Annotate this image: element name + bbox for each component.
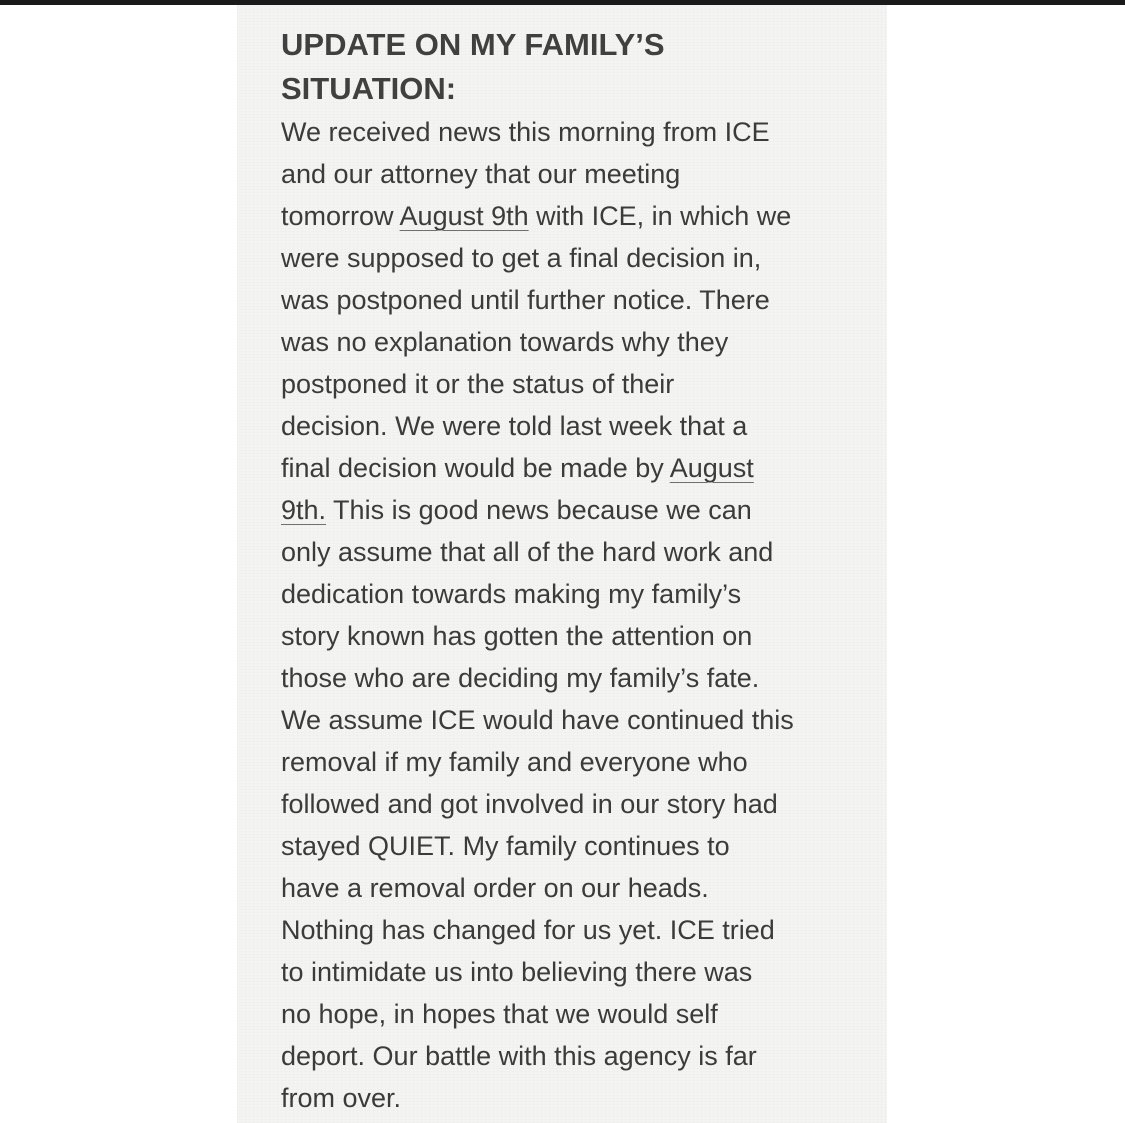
body-text: tomorrow [281, 201, 400, 231]
body-line: to intimidate us into believing there was [281, 957, 753, 987]
body-line: deport. Our battle with this agency is far [281, 1041, 757, 1071]
body-line: Nothing has changed for us yet. ICE tried [281, 915, 775, 945]
body-line: story known has gotten the attention on [281, 621, 753, 651]
body-line: dedication towards making my family’s [281, 579, 742, 609]
note-title [281, 23, 851, 111]
body-line [281, 489, 851, 531]
body-line: have a removal order on our heads. [281, 873, 709, 903]
body-text: final decision would be made by [281, 453, 670, 483]
body-line: We received news this morning from ICE [281, 117, 770, 147]
body-line: were supposed to get a final decision in, [281, 243, 762, 273]
body-line: from over. [281, 1083, 402, 1113]
body-line: We assume ICE would have continued this [281, 705, 794, 735]
body-line: stayed QUIET. My family continues to [281, 831, 730, 861]
body-line: and our attorney that our meeting [281, 159, 681, 189]
body-line: decision. We were told last week that a [281, 411, 748, 441]
body-line: only assume that all of the hard work and [281, 537, 774, 567]
body-line: was postponed until further notice. There [281, 285, 770, 315]
note-panel [237, 5, 887, 1123]
note-body [281, 111, 851, 1119]
date-link-august[interactable]: August [669, 453, 754, 483]
body-line: removal if my family and everyone who [281, 747, 748, 777]
body-line: followed and got involved in our story had [281, 789, 778, 819]
body-line [281, 195, 851, 237]
date-link-9th[interactable]: 9th. [281, 495, 327, 525]
title-line: SITUATION: [281, 71, 457, 106]
note-content [281, 23, 851, 1119]
body-line: postponed it or the status of their [281, 369, 675, 399]
body-line: no hope, in hopes that we would self [281, 999, 718, 1029]
body-text: This is good news because we can [326, 495, 752, 525]
body-text: with ICE, in which we [528, 201, 792, 231]
body-line: those who are deciding my family’s fate. [281, 663, 760, 693]
body-line: was no explanation towards why they [281, 327, 729, 357]
date-link-august-9th[interactable]: August 9th [399, 201, 529, 231]
body-line [281, 447, 851, 489]
title-line: UPDATE ON MY FAMILY’S [281, 27, 665, 62]
